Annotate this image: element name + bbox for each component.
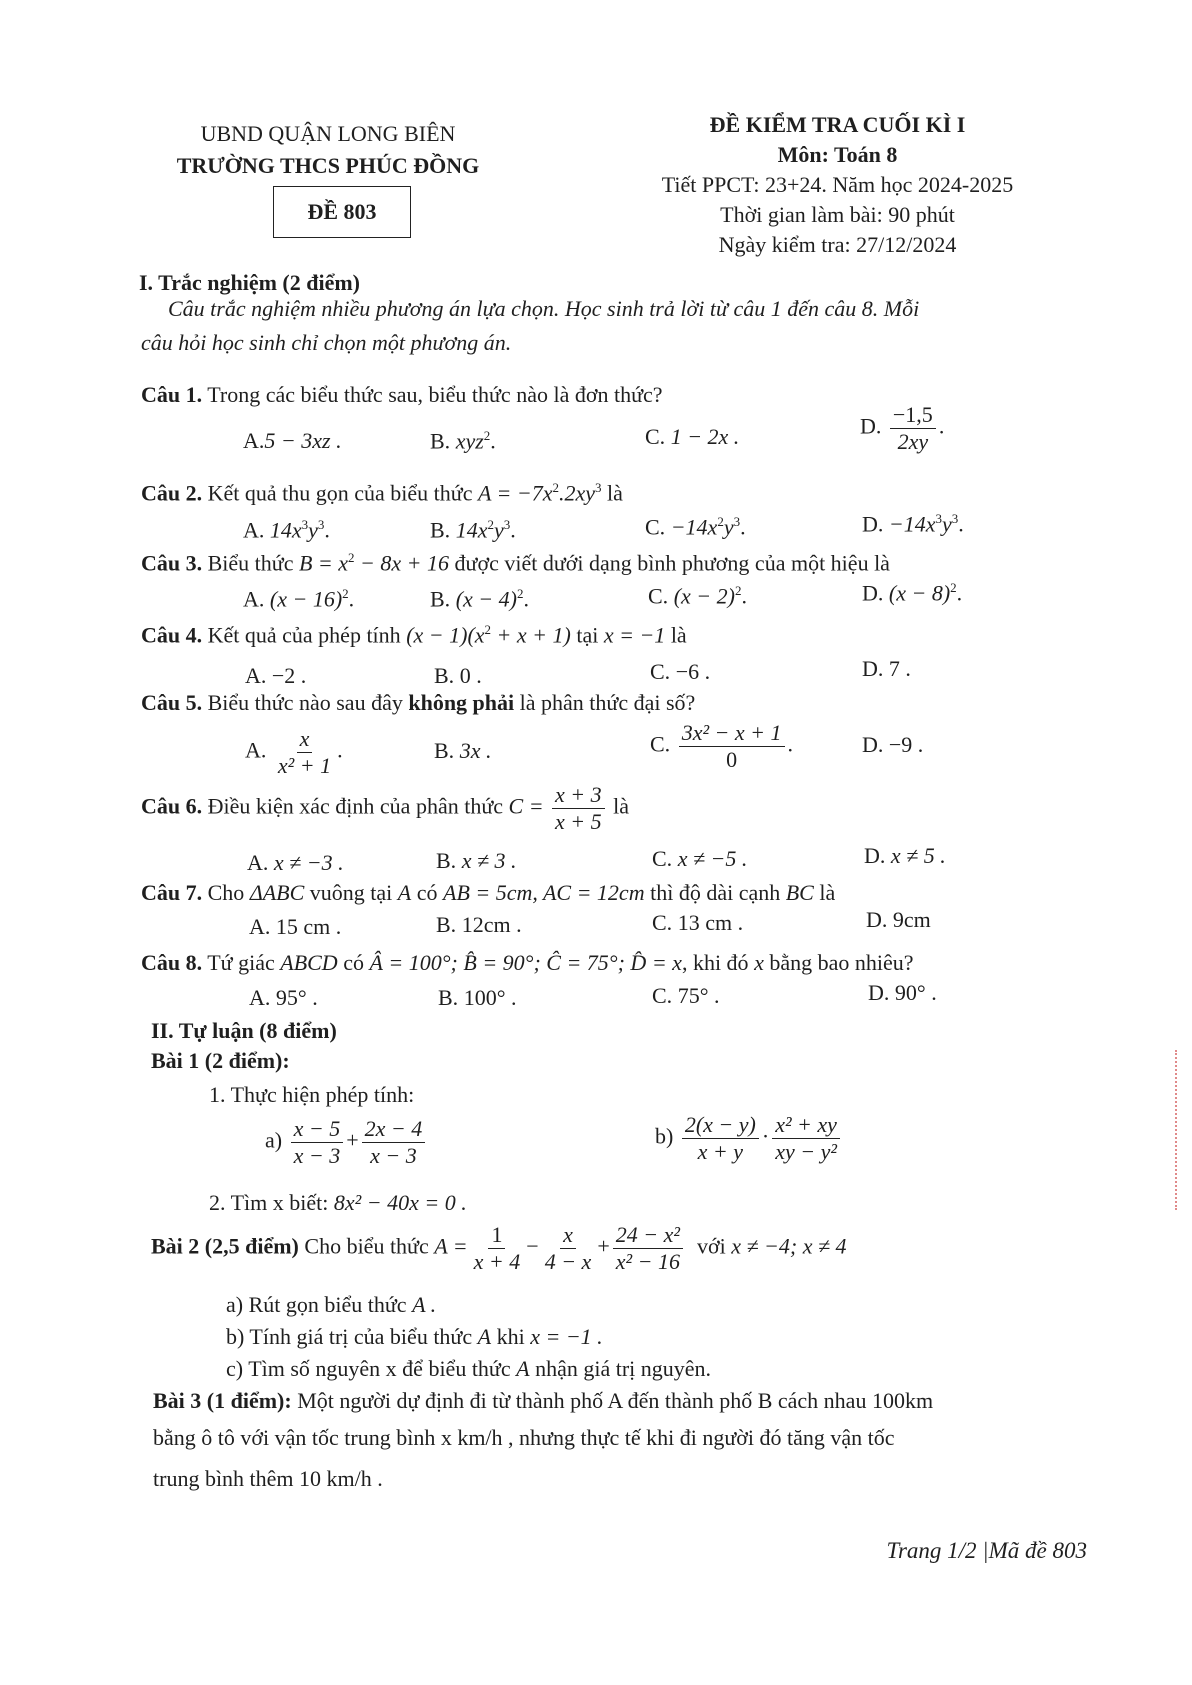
q3-option-d: D. $(x - 8)^2$. bbox=[862, 580, 963, 606]
exam-code: ĐỀ 803 bbox=[273, 186, 411, 238]
stamp-mark bbox=[1175, 1050, 1191, 1210]
q5-option-a: A. $\frac{x}{\text{x² + 1}}$ . bbox=[245, 726, 343, 778]
q4-option-b: B. 0 . bbox=[434, 663, 482, 688]
q6-option-a: A. x ≠ −3 . bbox=[247, 850, 344, 875]
q8-option-a: A. 95° . bbox=[249, 985, 318, 1010]
exam-period: Tiết PPCT: 23+24. Năm học 2024-2025 bbox=[661, 172, 1014, 197]
q6-option-b: B. x ≠ 3 . bbox=[436, 848, 517, 873]
bai3-line-3: trung bình thêm 10 km/h . bbox=[153, 1466, 383, 1491]
q5-option-c: C. $\frac{\text{3x² − x + 1}}{0}$ . bbox=[650, 720, 794, 772]
part1-instruction-1: Câu trắc nghiệm nhiều phương án lựa chọn. Học sinh trả lời từ câu 1 đến câu 8. Mỗi bbox=[168, 296, 920, 321]
school-name: TRƯỜNG THCS PHÚC ĐỒNG bbox=[176, 153, 480, 178]
q8-option-b: B. 100° . bbox=[438, 985, 517, 1010]
q5-option-d: D. −9 . bbox=[862, 732, 924, 757]
q2-option-d: D. $-14x^3y^3$. bbox=[862, 511, 964, 537]
q1-option-d: D. $\frac{-1,5}{2xy}$ . bbox=[860, 402, 945, 454]
exam-date: Ngày kiểm tra: 27/12/2024 bbox=[718, 232, 957, 257]
q1-option-b: B. xyz$^2$. bbox=[430, 428, 496, 454]
q7-option-d: D. 9cm bbox=[866, 907, 931, 932]
bai1-part-b: b) $\frac{2(x - y)}{x + y}$ · $\frac{\text{x² + xy}}{\text{xy − y²}}$ bbox=[655, 1112, 843, 1165]
bai2-part-c: c) Tìm số nguyên x để biểu thức A nhận giá trị nguyên. bbox=[226, 1356, 712, 1381]
question-8: Câu 8. Tứ giác ABCD có Â = 100°; B̂ = 90°; Ĉ = 75°; D̂ = x, khi đó x bằng bao nhiêu? bbox=[141, 950, 914, 975]
q7-option-b: B. 12cm . bbox=[436, 912, 522, 937]
q3-option-c: C. $(x - 2)^2$. bbox=[648, 583, 747, 609]
question-6: Câu 6. Điều kiện xác định của phân thức C = $\frac{x + 3}{x + 5}$ là bbox=[141, 782, 630, 834]
exam-subject: Môn: Toán 8 bbox=[777, 142, 898, 167]
bai2-statement: Bài 2 (2,5 điểm) Cho biểu thức A = $\frac{1}{x + 4}$ − $\frac{x}{4 - x}$ + $\frac{\text{24 − x²}}{\text{x² − 16}}$ với x ≠ −4; x ≠ 4 bbox=[151, 1222, 847, 1274]
bai2-part-b: b) Tính giá trị của biểu thức A khi x = −1 . bbox=[226, 1324, 603, 1349]
question-4: Câu 4. Kết quả của phép tính $(x - 1)(x^2 + x + 1)$ tại x = −1 là bbox=[141, 622, 687, 648]
q7-option-a: A. 15 cm . bbox=[249, 914, 342, 939]
q1-option-c: C. 1 − 2x . bbox=[645, 424, 740, 449]
question-5: Câu 5. Biểu thức nào sau đây không phải là phân thức đại số? bbox=[141, 690, 696, 715]
bai1-item2: 2. Tìm x biết: 8x² − 40x = 0 . bbox=[209, 1190, 467, 1215]
question-3: Câu 3. Biểu thức $B = x^2 - 8x + 16$ được viết dưới dạng bình phương của một hiệu là bbox=[141, 550, 890, 576]
page-footer: Trang 1/2 |Mã đề 803 bbox=[886, 1538, 1087, 1563]
q4-option-a: A. −2 . bbox=[245, 663, 307, 688]
q2-option-a: A. $14x^3y^3$. bbox=[243, 517, 330, 543]
bai1-item1: 1. Thực hiện phép tính: bbox=[209, 1082, 415, 1107]
question-1: Câu 1. Trong các biểu thức sau, biểu thức nào là đơn thức? bbox=[141, 382, 663, 407]
q5-option-b: B. 3x . bbox=[434, 738, 492, 763]
bai3-line-1: Bài 3 (1 điểm): Một người dự định đi từ thành phố A đến thành phố B cách nhau 100km bbox=[153, 1388, 934, 1413]
exam-duration: Thời gian làm bài: 90 phút bbox=[720, 202, 955, 227]
part1-title: I. Trắc nghiệm (2 điểm) bbox=[139, 270, 360, 295]
bai3-line-2: bằng ô tô với vận tốc trung bình x km/h , nhưng thực tế khi đi người đó tăng vận tốc bbox=[153, 1425, 895, 1450]
part1-instruction-2: câu hỏi học sinh chỉ chọn một phương án. bbox=[141, 330, 512, 355]
q2-option-b: B. $14x^2y^3$. bbox=[430, 517, 516, 543]
q6-option-d: D. x ≠ 5 . bbox=[864, 843, 946, 868]
q4-option-c: C. −6 . bbox=[650, 659, 711, 684]
question-2: Câu 2. Kết quả thu gọn của biểu thức $A = -7x^2.2xy^3$ là bbox=[141, 480, 623, 506]
bai1-part-a: a) $\frac{x - 5}{x - 3}$ + $\frac{2x - 4}{x - 3}$ bbox=[265, 1116, 428, 1169]
q8-option-c: C. 75° . bbox=[652, 983, 720, 1008]
q2-option-c: C. $-14x^2y^3$. bbox=[645, 514, 746, 540]
q3-option-a: A. $(x - 16)^2$. bbox=[243, 586, 355, 612]
bai2-part-a: a) Rút gọn biểu thức A . bbox=[226, 1292, 437, 1317]
exam-title: ĐỀ KIỂM TRA CUỐI KÌ I bbox=[709, 112, 966, 137]
part2-title: II. Tự luận (8 điểm) bbox=[151, 1018, 337, 1043]
header-right bbox=[625, 110, 1050, 260]
q8-option-d: D. 90° . bbox=[868, 980, 937, 1005]
bai1-title: Bài 1 (2 điểm): bbox=[151, 1048, 290, 1073]
question-7: Câu 7. Cho ΔABC vuông tại A có AB = 5cm, AC = 12cm thì độ dài cạnh BC là bbox=[141, 880, 836, 905]
q1-option-a: A.5 − 3xz . bbox=[243, 428, 342, 453]
q6-option-c: C. x ≠ −5 . bbox=[652, 846, 748, 871]
header-left bbox=[138, 118, 518, 182]
district-name: UBND QUẬN LONG BIÊN bbox=[200, 121, 456, 146]
q3-option-b: B. $(x - 4)^2$. bbox=[430, 586, 529, 612]
q4-option-d: D. 7 . bbox=[862, 656, 911, 681]
q7-option-c: C. 13 cm . bbox=[652, 910, 744, 935]
